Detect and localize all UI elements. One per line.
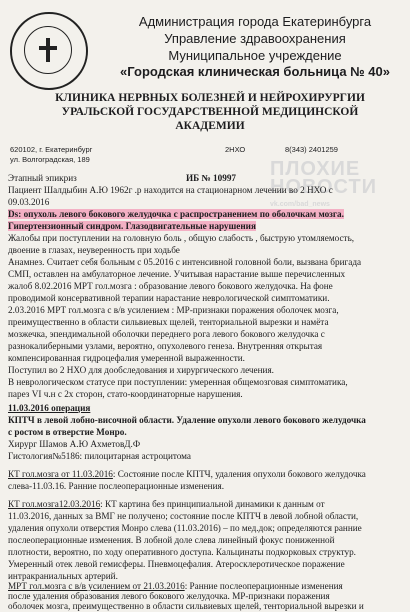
patient-line: Пациент Шалдыбин А.Ю 1962г .р находится на стационарном лечении во 2 НХО с [8,185,333,195]
mrt-text: : Ранние послеоперационные изменения [184,581,343,591]
anamnesis-line: Анамнез. Считает себя больным с 05.2016 с интенсивной головной боли, вызвана бригада [8,257,362,267]
diagnosis-line-1 [8,208,406,220]
neuro-status-line: В неврологическом статусе при поступлении: умеренная общемозговая симптоматика, [8,377,348,387]
ct2-label: КТ гол.мозга12.03.2016 [8,499,101,509]
address-phone: 8(343) 2401259 [285,145,338,154]
operation-line-1: КПТЧ в левой лобно-височной области. Удаление опухоли левого бокового желудочка [8,415,366,425]
operation-surgeon: Хирург Шамов А.Ю АхметовД.Ф [8,439,141,449]
ct1-line-2: слева-11.03.16. Ранние послеоперационные изменения. [8,481,225,491]
anamnesis-line: СМП, оставлен на амбулаторное лечение. Учитывая нарастание выше перечисленных [8,269,346,279]
diagnosis-text-1: Ds: опухоль левого бокового желудочка с распространением по оболочкам мозга. [8,209,344,219]
epicrisis-heading [8,172,406,184]
ct2-text: : КТ картина без принципиальной динамики к данным от [100,499,325,509]
watermark-line-1: ПЛОХИЕ [270,158,361,180]
clinic-title-1: КЛИНИКА НЕРВНЫХ БОЛЕЗНЕЙ И НЕЙРОХИРУРГИИ [55,92,365,104]
ct2-line: послеоперационные изменения. В лобной доле слева линейный фокус пониженной [8,535,335,545]
watermark-line-2: НОВОСТИ [270,176,378,198]
header-admin: Администрация города Екатеринбурга [138,14,372,29]
mrt-label: МРТ гол.мозга с в/в усилением от 21.03.2016 [8,581,185,591]
address-dept: 2НХО [225,145,246,154]
header-institution: Муниципальное учреждение [168,48,342,63]
operation-histology: Гистология№5186: пилоцитарная астроцитома [8,451,192,461]
ct2-line-1 [8,498,406,510]
epicrisis-ib: ИБ № 10997 [186,173,237,183]
anamnesis-line: проводимой консервативной терапии нарастание неврологической симптоматики. [8,293,330,303]
ct2-line: удаления опухоли отверстия Монро слева (11.03.2016) – по мед.док; определяются ранние [8,523,362,533]
anamnesis-line: преимущественно в области сильвиевых щелей, тенториальной вырезки и намёта [8,317,329,327]
anamnesis-line: 2.03.2016 МРТ гол.мозга с в/в усилением : МР-признаки поражения оболочек мозга, [8,305,339,315]
complaint-line: Жалобы при поступлении на головную боль , общую слабость , быструю утомляемость, [8,233,355,243]
medical-cross-icon [39,38,57,62]
operation-line-2: с ростом в отверстие Монро. [8,427,127,437]
anamnesis-line: жалоб 8.02.2016 МРТ гол.мозга : образование левого бокового желудочка. На фоне [8,281,333,291]
diagnosis-line-2 [8,220,406,232]
mrt-line: оболочек мозга, преимущественно в области сильвиевых щелей, тенториальной вырезки и [8,601,364,611]
mrt-line: после удаления образования левого бокового желудочка. МР-признаки поражения [8,591,330,601]
diagnosis-text-2: Гипертензионный синдром. Глазодвигательные нарушения [8,221,256,231]
clinic-seal [10,12,88,90]
anamnesis-line: мозжечка, эпендимальной оболочки переднего рога левого бокового желудочка с [8,329,325,339]
ct2-line: Умеренный отек левой гемисферы. Пневмоцефалия. Атеросклеротическое поражение [8,559,345,569]
admission-date: 09.03.2016 [8,197,50,207]
ct2-line: 11.03.2016, данных за ВМГ не получено; состояние после КПТЧ в левой лобной области, [8,511,359,521]
watermark-line-3: vk.com/bad_news [270,201,330,208]
anamnesis-line: Поступил во 2 НХО для дообследования и хирургического лечения. [8,365,274,375]
address-city: 620102, г. Екатеринбург [10,145,93,154]
neuro-status-line: парез VI ч.н с 2х сторон, стато-координаторные нарушения. [8,389,243,399]
ct1-text: : Состояние после КПТЧ, удаления опухоли бокового желудочка [112,469,366,479]
ct2-line: плотности, вероятно, по ходу оперативного доступа. Кальцинаты подкорковых структур. [8,547,356,557]
ct1-label: КТ гол.мозга от 11.03.2016 [8,469,113,479]
ct1-line-1 [8,468,406,480]
anamnesis-line: разнокалиберными узлами, вероятно, опухолевого генеза. Внутренняя открытая [8,341,323,351]
clinic-title-2: УРАЛЬСКОЙ ГОСУДАРСТВЕННОЙ МЕДИЦИНСКОЙ [61,106,359,118]
ct2-line: интракраниальных артерий. [8,571,118,581]
address-street: ул. Волгоградская, 189 [10,155,90,164]
complaint-line: двоение в глазах, неуверенность при ходьбе [8,245,180,255]
clinic-title-3: АКАДЕМИИ [175,120,245,132]
header-hospital: «Городская клиническая больница № 40» [120,64,390,79]
epicrisis-title: Этапный эпикриз [8,173,77,183]
anamnesis-line: компенсированная гидроцефалия умеренной выраженности. [8,353,245,363]
operation-date: 11.03.2016 операция [8,403,91,413]
header-department: Управление здравоохранения [164,31,346,46]
